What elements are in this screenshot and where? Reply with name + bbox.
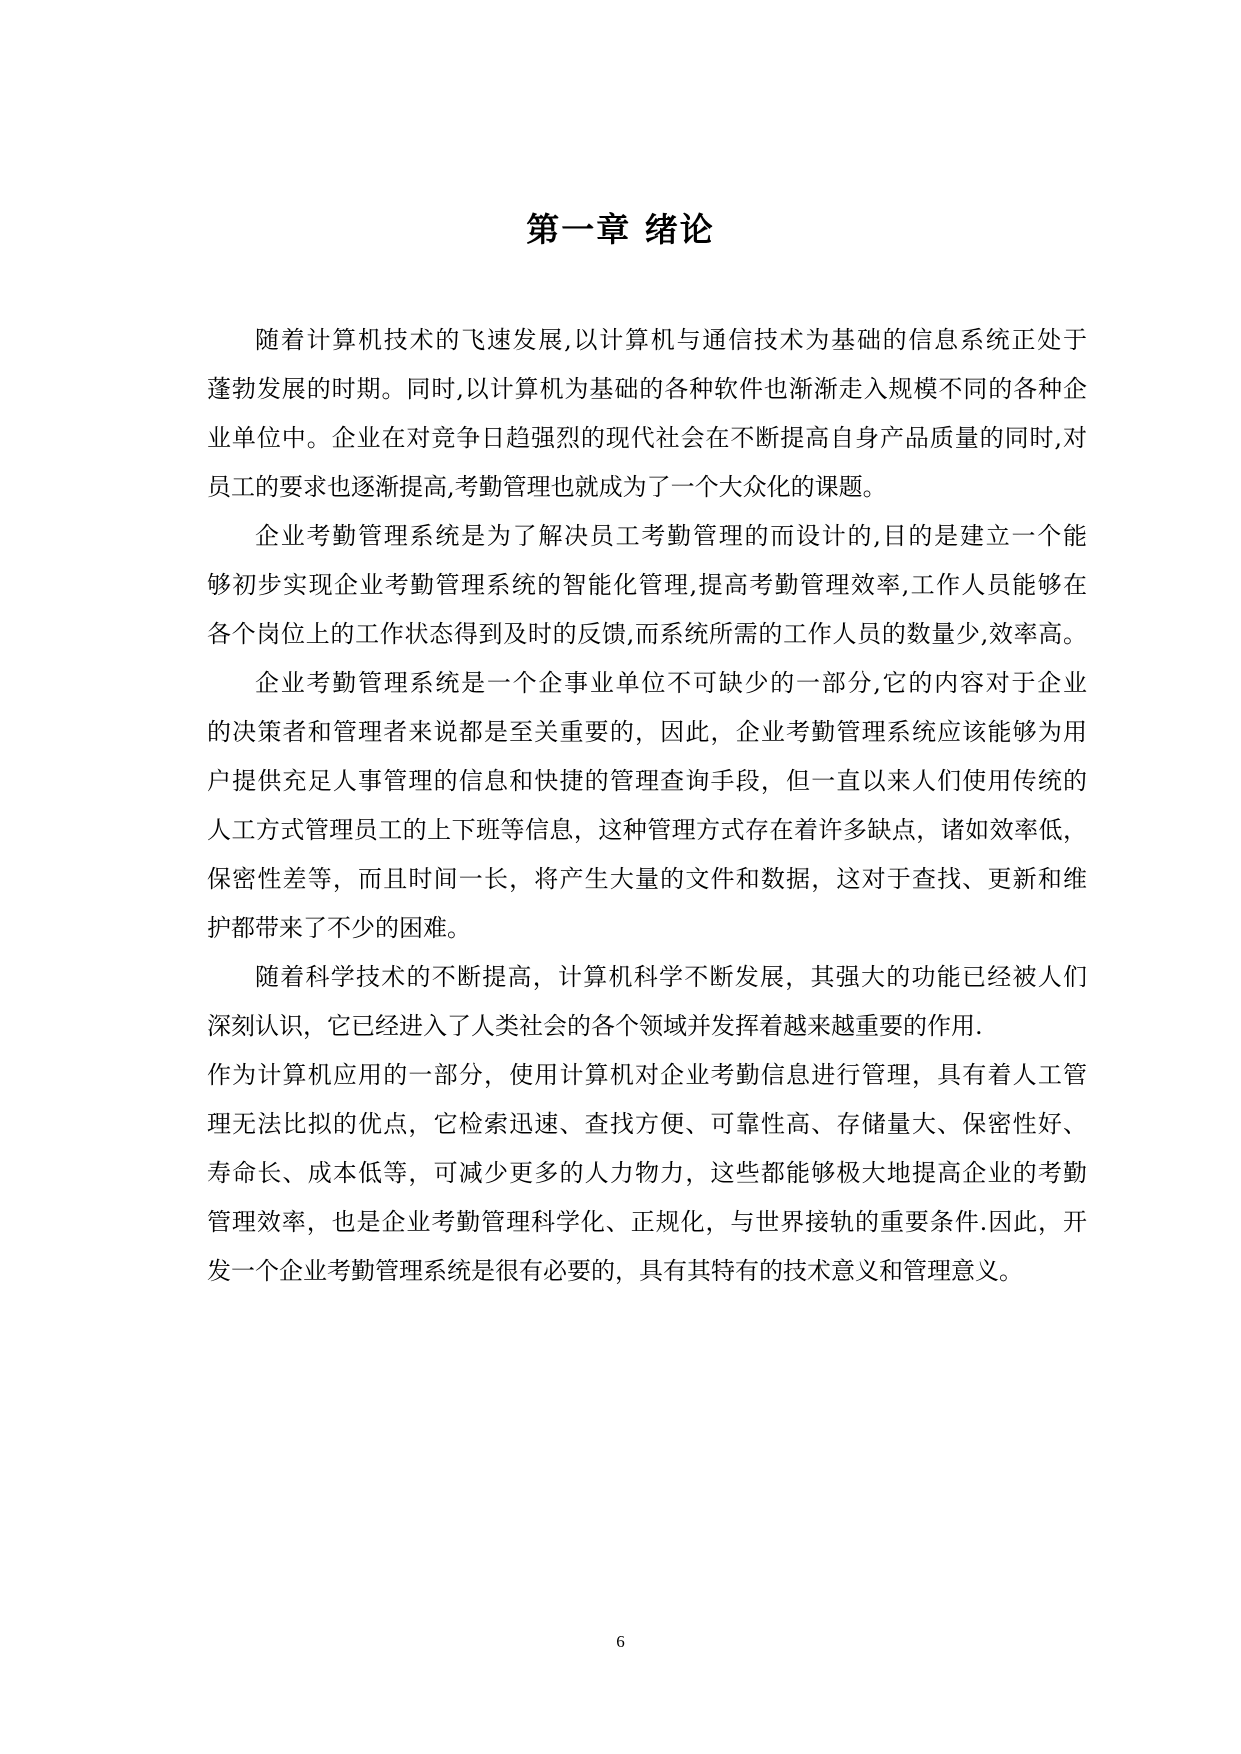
chapter-title: 第一章 绪论	[526, 210, 715, 249]
text-line: 随着计算机技术的飞速发展,以计算机与通信技术为基础的信息系统正处于	[255, 326, 1087, 354]
text-line: 的决策者和管理者来说都是至关重要的，因此，企业考勤管理系统应该能够为用	[207, 718, 1087, 746]
text-line: 够初步实现企业考勤管理系统的智能化管理,提高考勤管理效率,工作人员能够在	[207, 571, 1087, 599]
text-line: 深刻认识，它已经进入了人类社会的各个领域并发挥着越来越重要的作用.	[207, 1012, 983, 1040]
text-line: 作为计算机应用的一部分，使用计算机对企业考勤信息进行管理，具有着人工管	[207, 1061, 1087, 1089]
text-line: 户提供充足人事管理的信息和快捷的管理查询手段，但一直以来人们使用传统的	[207, 767, 1087, 795]
text-line: 随着科学技术的不断提高，计算机科学不断发展，其强大的功能已经被人们	[255, 963, 1087, 991]
text-line: 企业考勤管理系统是为了解决员工考勤管理的而设计的,目的是建立一个能	[255, 522, 1087, 550]
text-line: 管理效率，也是企业考勤管理科学化、正规化，与世界接轨的重要条件.因此，开	[207, 1208, 1087, 1236]
text-line: 员工的要求也逐渐提高,考勤管理也就成为了一个大众化的课题。	[207, 473, 887, 501]
text-line: 寿命长、成本低等，可减少更多的人力物力，这些都能够极大地提高企业的考勤	[207, 1159, 1087, 1187]
text-line: 护都带来了不少的困难。	[207, 914, 471, 942]
text-line: 保密性差等，而且时间一长，将产生大量的文件和数据，这对于查找、更新和维	[207, 865, 1087, 893]
text-line: 企业考勤管理系统是一个企事业单位不可缺少的一部分,它的内容对于企业	[255, 669, 1087, 697]
text-line: 理无法比拟的优点，它检索迅速、查找方便、可靠性高、存储量大、保密性好、	[207, 1110, 1087, 1138]
body-text	[207, 316, 1087, 1296]
text-line: 人工方式管理员工的上下班等信息，这种管理方式存在着许多缺点，诸如效率低，	[207, 816, 1087, 844]
text-line: 业单位中。企业在对竞争日趋强烈的现代社会在不断提高自身产品质量的同时,对	[207, 424, 1087, 452]
text-line: 蓬勃发展的时期。同时,以计算机为基础的各种软件也渐渐走入规模不同的各种企	[207, 375, 1087, 403]
page-number: 6	[616, 1632, 625, 1651]
text-line: 各个岗位上的工作状态得到及时的反馈,而系统所需的工作人员的数量少,效率高。	[207, 620, 1087, 648]
text-line: 发一个企业考勤管理系统是很有必要的，具有其特有的技术意义和管理意义。	[207, 1257, 1023, 1285]
